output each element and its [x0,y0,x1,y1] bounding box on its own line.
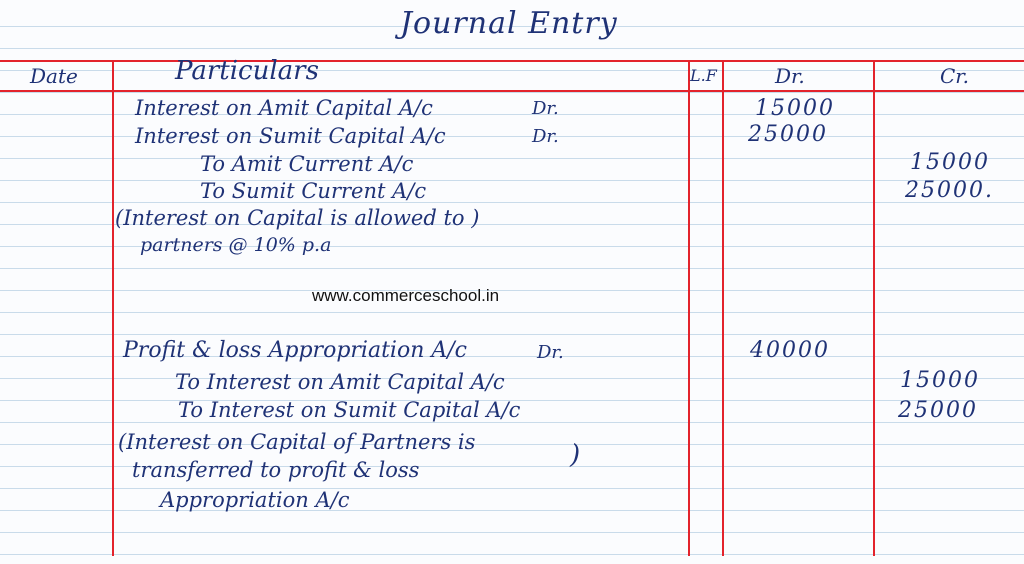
particulars-column-divider [688,60,690,556]
entry1-credit-amount-2: 25000. [905,178,994,203]
page-title: Journal Entry [400,6,618,41]
lf-column-divider [722,60,724,556]
entry2-credit-amount-1: 15000 [900,368,980,393]
entry2-narration-close: ) [570,440,581,470]
header-particulars: Particulars [175,56,319,86]
entry1-debit-line-2: Interest on Sumit Capital A/c [135,124,446,148]
entry1-narration-1: (Interest on Capital is allowed to ) [115,206,480,230]
entry2-narration-3: Appropriation A/c [160,488,350,512]
entry2-credit-line-2: To Interest on Sumit Capital A/c [178,398,521,422]
entry1-debit-amount-1: 15000 [755,96,835,121]
header-bottom-rule [0,90,1024,92]
date-column-divider [112,60,114,556]
dr-column-divider [873,60,875,556]
entry1-credit-line-1: To Amit Current A/c [200,152,414,176]
entry2-narration-2: transferred to profit & loss [132,458,420,482]
header-date: Date [30,64,78,88]
entry1-debit-line-1: Interest on Amit Capital A/c [135,96,433,120]
entry2-debit-line: Profit & loss Appropriation A/c [123,338,467,363]
entry1-dr-tag-2: Dr. [532,126,559,147]
header-cr: Cr. [940,64,970,88]
entry2-debit-amount: 40000 [750,338,830,363]
entry2-credit-amount-2: 25000 [898,398,978,423]
entry2-narration-1: (Interest on Capital of Partners is [118,430,476,454]
website-watermark: www.commerceschool.in [312,286,500,305]
entry2-dr-tag: Dr. [537,342,564,363]
entry1-credit-line-2: To Sumit Current A/c [200,179,427,203]
entry1-narration-2: partners @ 10% p.a [140,234,332,256]
entry1-debit-amount-2: 25000 [748,122,828,147]
header-lf: L.F [690,66,717,85]
header-dr: Dr. [775,64,805,88]
entry1-credit-amount-1: 15000 [910,150,990,175]
entry2-credit-line-1: To Interest on Amit Capital A/c [175,370,505,394]
entry1-dr-tag-1: Dr. [532,98,559,119]
table-top-rule [0,60,1024,62]
